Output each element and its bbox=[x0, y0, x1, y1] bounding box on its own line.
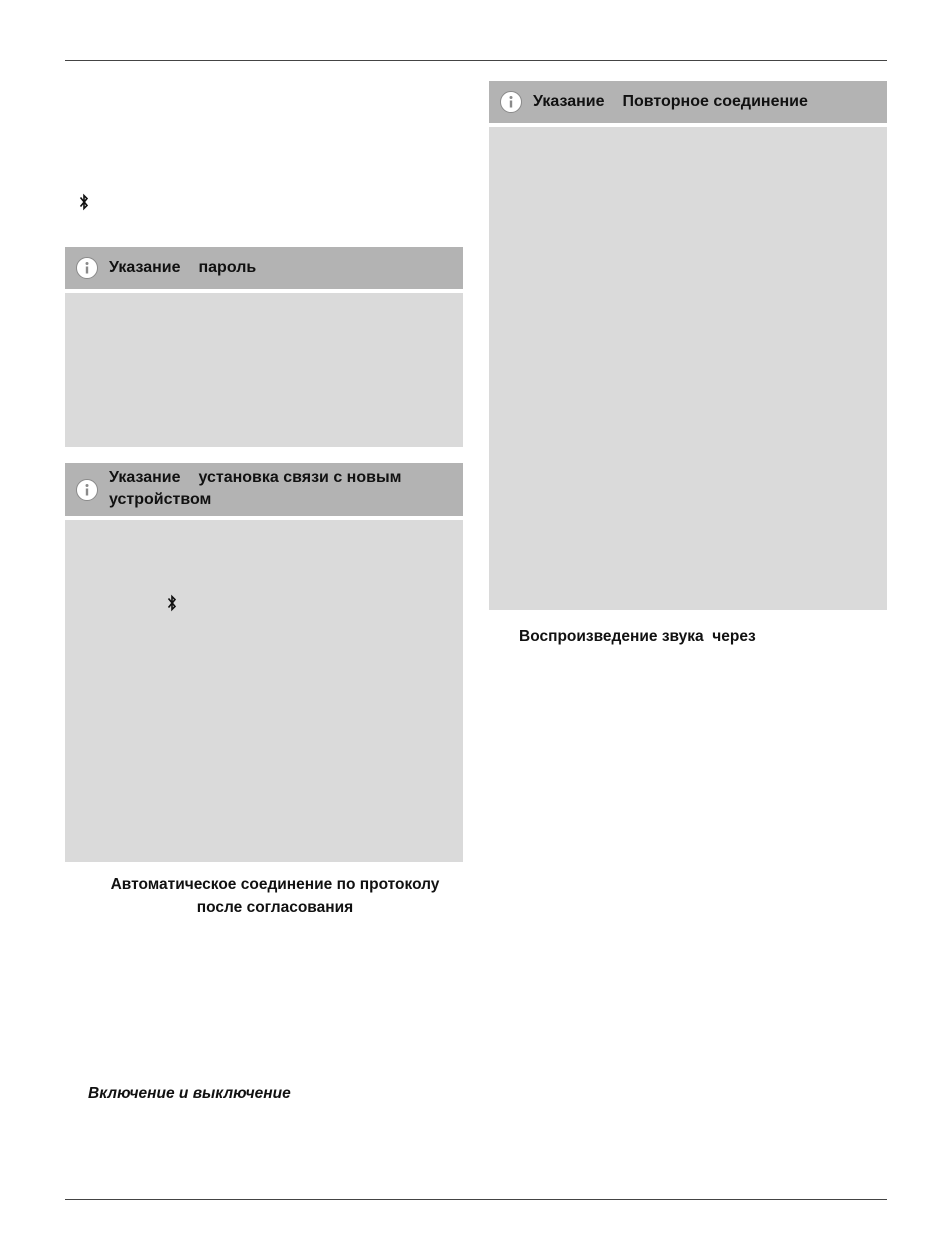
audio-playback-heading: Воспроизведение звука через bbox=[519, 628, 756, 645]
note-new-device-title: Указание установка связи с новым устройством bbox=[109, 469, 402, 508]
bottom-rule bbox=[65, 1199, 887, 1200]
note-password-header bbox=[65, 247, 463, 289]
bluetooth-icon bbox=[79, 192, 89, 212]
note-new-device-header bbox=[65, 463, 463, 516]
note-reconnect-header bbox=[489, 81, 887, 123]
top-rule bbox=[65, 60, 887, 61]
note-reconnect-body bbox=[489, 127, 887, 610]
note-password-title: Указание пароль bbox=[109, 259, 257, 276]
info-icon bbox=[76, 479, 98, 501]
note-password-body bbox=[65, 293, 463, 447]
info-icon bbox=[76, 257, 98, 279]
power-toggle-heading: Включение и выключение bbox=[88, 1085, 291, 1102]
info-icon bbox=[500, 91, 522, 113]
note-reconnect-title: Указание Повторное соединение bbox=[533, 93, 808, 110]
note-new-device-body bbox=[65, 520, 463, 862]
bluetooth-icon bbox=[167, 593, 177, 613]
auto-connect-heading: Автоматическое соединение по протоколу после согласования bbox=[110, 876, 440, 916]
